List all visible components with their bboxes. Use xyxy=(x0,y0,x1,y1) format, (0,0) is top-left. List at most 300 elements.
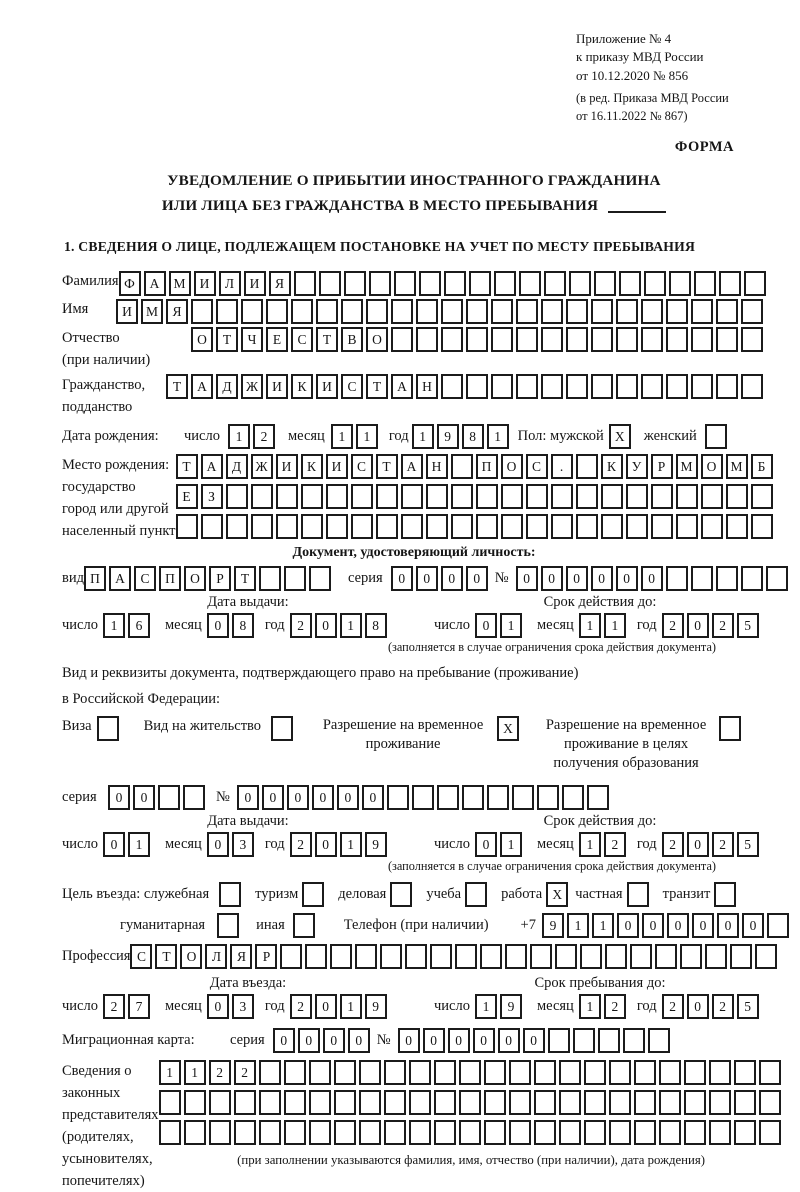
citizenship-label-1: Гражданство, xyxy=(62,376,146,393)
char-cell xyxy=(309,1120,331,1145)
char-cell xyxy=(416,299,438,324)
phone-boxes xyxy=(542,913,792,938)
valid-month-boxes xyxy=(579,832,629,857)
char-cell xyxy=(159,1120,181,1145)
char-cell xyxy=(509,1060,531,1085)
purpose-study-label: учеба xyxy=(426,885,462,902)
month-label: месяц xyxy=(536,835,574,852)
issue-date-heading: Дата выдачи: xyxy=(207,812,289,829)
char-cell: 0 xyxy=(742,913,764,938)
representatives-label-4: (родителях, xyxy=(62,1128,134,1145)
doc-type-label: вид xyxy=(62,569,84,586)
char-cell: 2 xyxy=(209,1060,231,1085)
char-cell: Д xyxy=(216,374,238,399)
day-label: число xyxy=(62,835,98,852)
char-cell xyxy=(291,299,313,324)
char-cell xyxy=(426,484,448,509)
identity-doc-row xyxy=(62,566,766,591)
char-cell: А xyxy=(109,566,131,591)
char-cell: 0 xyxy=(315,832,337,857)
migration-card-label: Миграционная карта: xyxy=(62,1031,195,1048)
char-cell xyxy=(359,1120,381,1145)
char-cell xyxy=(741,327,763,352)
char-cell xyxy=(734,1060,756,1085)
phone-row xyxy=(62,913,766,938)
char-cell xyxy=(516,299,538,324)
entry-month-boxes xyxy=(207,994,257,1019)
char-cell xyxy=(541,299,563,324)
char-cell: 1 xyxy=(500,832,522,857)
char-cell xyxy=(666,299,688,324)
char-cell xyxy=(384,1060,406,1085)
char-cell xyxy=(759,1120,781,1145)
surname-boxes xyxy=(119,271,769,296)
patronymic-label-1: Отчество xyxy=(62,329,120,346)
char-cell: Я xyxy=(269,271,291,296)
char-cell xyxy=(366,299,388,324)
char-cell xyxy=(476,484,498,509)
char-cell xyxy=(591,299,613,324)
char-cell: 2 xyxy=(290,613,312,638)
citizenship-boxes xyxy=(166,374,766,399)
char-cell xyxy=(566,327,588,352)
stay-until-line xyxy=(434,994,766,1019)
char-cell: Т xyxy=(176,454,198,479)
birthdate-month-boxes xyxy=(331,424,381,449)
char-cell: 0 xyxy=(312,785,334,810)
char-cell xyxy=(641,327,663,352)
char-cell xyxy=(744,271,766,296)
char-cell xyxy=(709,1060,731,1085)
char-cell xyxy=(376,514,398,539)
birthplace-boxes-col xyxy=(176,454,776,539)
birthplace-block xyxy=(62,454,766,542)
doc-series-boxes xyxy=(391,566,491,591)
char-cell xyxy=(584,1090,606,1115)
char-cell xyxy=(726,484,748,509)
char-cell: С xyxy=(291,327,313,352)
char-cell xyxy=(480,944,502,969)
char-cell: Л xyxy=(219,271,241,296)
char-cell: 1 xyxy=(331,424,353,449)
char-cell xyxy=(559,1060,581,1085)
char-cell xyxy=(641,299,663,324)
char-cell: О xyxy=(501,454,523,479)
title-line-2 xyxy=(62,193,766,218)
stay-year-boxes xyxy=(662,994,762,1019)
char-cell: Е xyxy=(176,484,198,509)
char-cell xyxy=(609,1120,631,1145)
birthplace-label-4: населенный пункт xyxy=(62,522,176,539)
char-cell xyxy=(344,271,366,296)
char-cell xyxy=(176,514,198,539)
char-cell: Л xyxy=(205,944,227,969)
char-cell xyxy=(551,514,573,539)
visa-checkbox xyxy=(97,716,122,741)
char-cell: М xyxy=(141,299,163,324)
char-cell: 2 xyxy=(712,613,734,638)
char-cell: 0 xyxy=(108,785,130,810)
char-cell: 0 xyxy=(362,785,384,810)
representatives-label-3: представителях xyxy=(62,1106,159,1123)
char-cell: Р xyxy=(209,566,231,591)
char-cell xyxy=(487,785,509,810)
char-cell xyxy=(601,484,623,509)
char-cell xyxy=(684,1120,706,1145)
char-cell: 2 xyxy=(103,994,125,1019)
char-cell xyxy=(719,716,741,741)
char-cell xyxy=(309,1090,331,1115)
char-cell: 1 xyxy=(500,613,522,638)
char-cell: 0 xyxy=(616,566,638,591)
char-cell xyxy=(705,424,727,449)
char-cell: Д xyxy=(226,454,248,479)
number-label: № xyxy=(216,788,230,805)
char-cell: К xyxy=(601,454,623,479)
representatives-label-6: попечителях) xyxy=(62,1172,145,1189)
char-cell xyxy=(271,716,293,741)
char-cell: 2 xyxy=(234,1060,256,1085)
char-cell xyxy=(201,514,223,539)
identity-doc-heading: Документ, удостоверяющий личность: xyxy=(292,544,536,560)
char-cell: 8 xyxy=(462,424,484,449)
year-label: год xyxy=(388,427,409,444)
representatives-row-1 xyxy=(159,1060,784,1085)
char-cell xyxy=(584,1120,606,1145)
char-cell: И xyxy=(244,271,266,296)
doc-number-boxes xyxy=(516,566,791,591)
month-label: месяц xyxy=(536,997,574,1014)
citizenship-row xyxy=(62,374,766,418)
char-cell xyxy=(759,1060,781,1085)
char-cell: 0 xyxy=(315,613,337,638)
char-cell: 1 xyxy=(579,613,601,638)
char-cell: 1 xyxy=(412,424,434,449)
char-cell: Т xyxy=(155,944,177,969)
char-cell xyxy=(701,484,723,509)
char-cell: 0 xyxy=(298,1028,320,1053)
char-cell: 0 xyxy=(475,832,497,857)
char-cell: 0 xyxy=(717,913,739,938)
issue-date-line xyxy=(62,832,434,857)
char-cell xyxy=(491,299,513,324)
residence-series-boxes xyxy=(108,785,208,810)
char-cell: 0 xyxy=(667,913,689,938)
char-cell xyxy=(284,1060,306,1085)
char-cell xyxy=(355,944,377,969)
char-cell: 0 xyxy=(473,1028,495,1053)
char-cell xyxy=(676,514,698,539)
char-cell xyxy=(451,454,473,479)
char-cell: П xyxy=(476,454,498,479)
char-cell: И xyxy=(276,454,298,479)
char-cell xyxy=(509,1120,531,1145)
char-cell xyxy=(691,566,713,591)
char-cell: А xyxy=(401,454,423,479)
year-label: год xyxy=(636,835,657,852)
char-cell: С xyxy=(134,566,156,591)
char-cell xyxy=(191,299,213,324)
char-cell xyxy=(216,299,238,324)
issue-date-heading: Дата выдачи: xyxy=(207,593,289,610)
char-cell xyxy=(562,785,584,810)
char-cell: 0 xyxy=(262,785,284,810)
purpose-business-label: деловая xyxy=(338,885,387,902)
char-cell xyxy=(587,785,609,810)
series-label: серия xyxy=(62,788,97,805)
char-cell xyxy=(659,1060,681,1085)
identity-footnote: (заполняется в случае ограничения срока действия документа) xyxy=(387,639,716,654)
char-cell xyxy=(305,944,327,969)
residence-intro-1: Вид и реквизиты документа, подтверждающего право на пребывание (проживание) xyxy=(62,664,579,681)
char-cell xyxy=(234,1090,256,1115)
char-cell xyxy=(219,882,241,907)
char-cell: 9 xyxy=(365,832,387,857)
citizenship-label xyxy=(62,374,166,418)
char-cell xyxy=(226,484,248,509)
char-cell xyxy=(580,944,602,969)
patronymic-label-2: (при наличии) xyxy=(62,351,151,368)
char-cell xyxy=(709,1120,731,1145)
char-cell: П xyxy=(84,566,106,591)
char-cell xyxy=(716,566,738,591)
char-cell xyxy=(751,514,773,539)
char-cell xyxy=(469,271,491,296)
char-cell xyxy=(459,1060,481,1085)
char-cell: Ч xyxy=(241,327,263,352)
char-cell xyxy=(714,882,736,907)
section1-heading: 1. СВЕДЕНИЯ О ЛИЦЕ, ПОДЛЕЖАЩЕМ ПОСТАНОВКЕ НА УЧЕТ ПО МЕСТУ ПРЕБЫВАНИЯ xyxy=(64,238,696,254)
char-cell xyxy=(466,327,488,352)
valid-day-boxes xyxy=(475,613,525,638)
char-cell xyxy=(726,514,748,539)
char-cell xyxy=(641,374,663,399)
char-cell xyxy=(441,299,463,324)
char-cell: 2 xyxy=(662,994,684,1019)
char-cell xyxy=(334,1120,356,1145)
char-cell xyxy=(605,944,627,969)
sex-female-checkbox xyxy=(705,424,730,449)
char-cell xyxy=(505,944,527,969)
char-cell: 0 xyxy=(466,566,488,591)
char-cell: 3 xyxy=(232,994,254,1019)
char-cell xyxy=(369,271,391,296)
year-label: год xyxy=(264,616,285,633)
purpose-label: Цель въезда: служебная xyxy=(62,885,210,902)
char-cell: Ф xyxy=(119,271,141,296)
char-cell: К xyxy=(301,454,323,479)
firstname-boxes xyxy=(116,299,766,324)
char-cell xyxy=(259,566,281,591)
char-cell: 0 xyxy=(315,994,337,1019)
char-cell: З xyxy=(201,484,223,509)
char-cell xyxy=(530,944,552,969)
char-cell xyxy=(316,299,338,324)
char-cell xyxy=(409,1060,431,1085)
valid-day-boxes xyxy=(475,832,525,857)
char-cell xyxy=(434,1060,456,1085)
char-cell xyxy=(251,484,273,509)
valid-year-boxes xyxy=(662,832,762,857)
char-cell: 6 xyxy=(128,613,150,638)
char-cell xyxy=(451,484,473,509)
residence-intro-2: в Российской Федерации: xyxy=(62,690,221,707)
char-cell xyxy=(465,882,487,907)
issue-day-boxes xyxy=(103,832,153,857)
char-cell xyxy=(623,1028,645,1053)
char-cell: И xyxy=(266,374,288,399)
sex-female-label: женский xyxy=(643,427,697,444)
char-cell xyxy=(591,374,613,399)
char-cell: Р xyxy=(651,454,673,479)
valid-date-line xyxy=(434,613,766,638)
char-cell: 0 xyxy=(617,913,639,938)
char-cell xyxy=(266,299,288,324)
char-cell xyxy=(598,1028,620,1053)
char-cell xyxy=(484,1090,506,1115)
char-cell: 5 xyxy=(737,613,759,638)
char-cell xyxy=(217,913,239,938)
char-cell: 1 xyxy=(340,994,362,1019)
char-cell: Т xyxy=(234,566,256,591)
identity-issue-group xyxy=(62,594,434,638)
char-cell xyxy=(548,1028,570,1053)
char-cell: 1 xyxy=(103,613,125,638)
char-cell xyxy=(659,1120,681,1145)
char-cell xyxy=(659,1090,681,1115)
char-cell xyxy=(97,716,119,741)
entry-date-group xyxy=(62,975,434,1019)
valid-year-boxes xyxy=(662,613,762,638)
char-cell: И xyxy=(194,271,216,296)
birthplace-label-1: Место рождения: xyxy=(62,456,170,473)
number-label: № xyxy=(376,1031,391,1048)
entry-year-boxes xyxy=(290,994,390,1019)
char-cell: 0 xyxy=(423,1028,445,1053)
month-label: месяц xyxy=(164,835,202,852)
month-label: месяц xyxy=(164,997,202,1014)
purpose-study-checkbox xyxy=(465,882,490,907)
char-cell xyxy=(284,1120,306,1145)
char-cell xyxy=(616,374,638,399)
form-label: ФОРМА xyxy=(674,139,734,156)
purpose-official-checkbox xyxy=(219,882,244,907)
char-cell xyxy=(334,1060,356,1085)
edition-line: от 16.11.2022 № 867) xyxy=(576,108,688,123)
char-cell: С xyxy=(130,944,152,969)
sex-male-label: Пол: мужской xyxy=(517,427,604,444)
char-cell: 0 xyxy=(103,832,125,857)
entry-date-heading: Дата въезда: xyxy=(209,974,287,991)
char-cell: А xyxy=(144,271,166,296)
phone-label: Телефон (при наличии) xyxy=(343,916,489,933)
purpose-business-checkbox xyxy=(390,882,415,907)
char-cell xyxy=(158,785,180,810)
visa-label: Виза xyxy=(62,717,92,734)
char-cell xyxy=(584,1060,606,1085)
birthdate-day-boxes xyxy=(228,424,278,449)
char-cell xyxy=(691,374,713,399)
char-cell: М xyxy=(726,454,748,479)
char-cell: 0 xyxy=(687,994,709,1019)
char-cell: И xyxy=(116,299,138,324)
char-cell: 2 xyxy=(662,613,684,638)
char-cell: 0 xyxy=(566,566,588,591)
char-cell xyxy=(734,1090,756,1115)
appendix-block xyxy=(576,30,766,125)
issue-year-boxes xyxy=(290,613,390,638)
char-cell xyxy=(759,1090,781,1115)
char-cell: А xyxy=(201,454,223,479)
char-cell: 1 xyxy=(340,613,362,638)
char-cell xyxy=(259,1120,281,1145)
char-cell: 0 xyxy=(523,1028,545,1053)
appendix-line: от 10.12.2020 № 856 xyxy=(576,67,689,83)
char-cell xyxy=(391,299,413,324)
char-cell xyxy=(676,484,698,509)
citizenship-label-2: подданство xyxy=(62,398,133,415)
char-cell: И xyxy=(326,454,348,479)
char-cell xyxy=(476,514,498,539)
surname-row xyxy=(62,271,766,296)
char-cell: 1 xyxy=(487,424,509,449)
char-cell: 1 xyxy=(592,913,614,938)
char-cell: 2 xyxy=(290,832,312,857)
char-cell: О xyxy=(701,454,723,479)
patronymic-label xyxy=(62,327,191,371)
day-label: число xyxy=(62,997,98,1014)
char-cell xyxy=(691,299,713,324)
char-cell: И xyxy=(316,374,338,399)
char-cell xyxy=(655,944,677,969)
char-cell: 0 xyxy=(441,566,463,591)
char-cell xyxy=(359,1090,381,1115)
char-cell xyxy=(684,1090,706,1115)
representatives-label-2: законных xyxy=(62,1084,121,1101)
char-cell xyxy=(709,1090,731,1115)
representatives-label xyxy=(62,1060,159,1192)
char-cell xyxy=(384,1090,406,1115)
edition-line: (в ред. Приказа МВД России xyxy=(576,91,729,106)
char-cell: . xyxy=(551,454,573,479)
char-cell xyxy=(459,1120,481,1145)
char-cell xyxy=(526,484,548,509)
char-cell: 0 xyxy=(687,832,709,857)
char-cell xyxy=(280,944,302,969)
char-cell xyxy=(159,1090,181,1115)
char-cell: X xyxy=(497,716,519,741)
residence-options-row xyxy=(62,716,766,773)
char-cell xyxy=(384,1120,406,1145)
char-cell xyxy=(301,484,323,509)
char-cell: 1 xyxy=(228,424,250,449)
char-cell xyxy=(412,785,434,810)
char-cell xyxy=(459,1090,481,1115)
char-cell: 3 xyxy=(232,832,254,857)
char-cell: 9 xyxy=(500,994,522,1019)
char-cell: А xyxy=(191,374,213,399)
char-cell: 0 xyxy=(237,785,259,810)
char-cell xyxy=(441,327,463,352)
char-cell xyxy=(409,1120,431,1145)
char-cell xyxy=(669,271,691,296)
char-cell xyxy=(209,1120,231,1145)
char-cell: О xyxy=(191,327,213,352)
representatives-block xyxy=(62,1060,766,1192)
char-cell xyxy=(326,514,348,539)
purpose-other-checkbox xyxy=(293,913,318,938)
char-cell: 2 xyxy=(712,832,734,857)
